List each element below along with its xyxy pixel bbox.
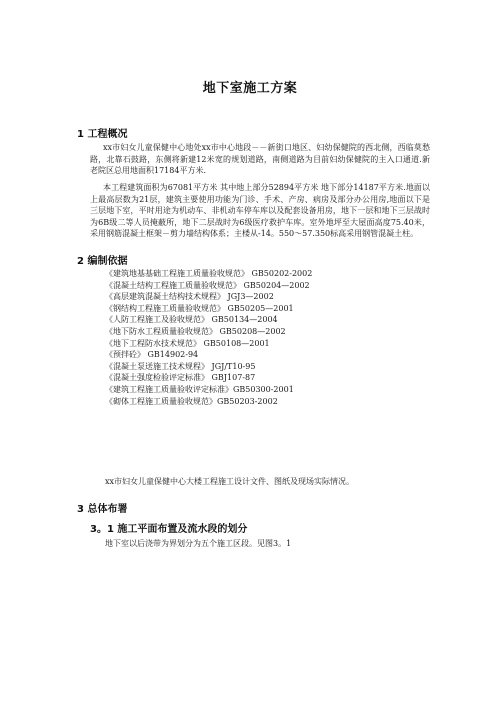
section-1-paragraph-1: xx市妇女儿童保健中心地处xx市中心地段－－新街口地区、妇幼保健院的西北侧，西临莫愁路，北靠石鼓路，东侧将新建12米宽的规划道路，南侧道路为目前妇幼保健院的主入口通道.新老院区总用地面积17184平方米. [90, 143, 430, 176]
section-1-heading: 1 工程概况 [77, 129, 128, 140]
reference-item: 《预拌砼》 GB14902-94 [105, 350, 199, 360]
section-3-1-text: 地下室以后浇带为界划分为五个施工区段。见图3。1 [105, 539, 292, 548]
reference-item: 《人防工程施工及验收规范》 GB50134—2004 [105, 315, 278, 325]
section-3-heading: 3 总体布署 [77, 504, 128, 515]
document-title: 地下室施工方案 [202, 81, 298, 96]
reference-item: 《混凝土泵送施工技术规程》 JGJ/T10-95 [105, 361, 256, 371]
reference-item: 《混凝土结构工程施工质量验收规范》 GB50204—2002 [105, 280, 310, 290]
reference-tail-text: xx市妇女儿童保健中心大楼工程施工设计文件、图纸及现场实际情况。 [105, 477, 355, 486]
reference-item: 《地下防水工程质量验收规范》 GB50208—2002 [105, 326, 286, 336]
reference-item: 《高层建筑混凝土结构技术规程》 JGJ3—2002 [105, 292, 274, 302]
section-3-1-heading: 3。1 施工平面布置及流水段的划分 [90, 524, 248, 535]
section-2-heading: 2 编制依据 [77, 256, 128, 267]
reference-item: 《钢结构工程施工质量验收规范》 GB50205—2001 [105, 303, 294, 313]
reference-list [105, 268, 312, 407]
reference-item: 《地下工程防水技术规范》 GB50108—2001 [105, 338, 270, 348]
reference-item: 《混凝土强度检验评定标准》 GBJ107-87 [105, 373, 256, 383]
reference-item: 《建筑工程施工质量验收评定标准》GB50300-2001 [105, 384, 294, 394]
reference-item: 《砌体工程施工质量验收规范》GB50203-2002 [105, 396, 278, 406]
section-1-paragraph-2: 本工程建筑面积为67081平方米 其中地上部分52894平方米 地下部分14187平方米.地面以上最高层数为21层，建筑主要使用功能为门诊、手术、产房、病房及部分办公用房,地面以下是三层地下室，平时用途为机动车、非机动车停车库以及配套设备用房，地下一层和地下三层战时为6B级二等人员掩蔽所，地下二层战时为6级医疗救护车库。室外地坪至大屋面高度75.40米，采用钢筋混凝土框架－剪力墙结构体系；主楼从-14。550～57.350标高采用钢管混凝土柱。 [90, 183, 430, 239]
reference-item: 《建筑地基基础工程施工质量验收规范》 GB50202-2002 [105, 269, 313, 278]
